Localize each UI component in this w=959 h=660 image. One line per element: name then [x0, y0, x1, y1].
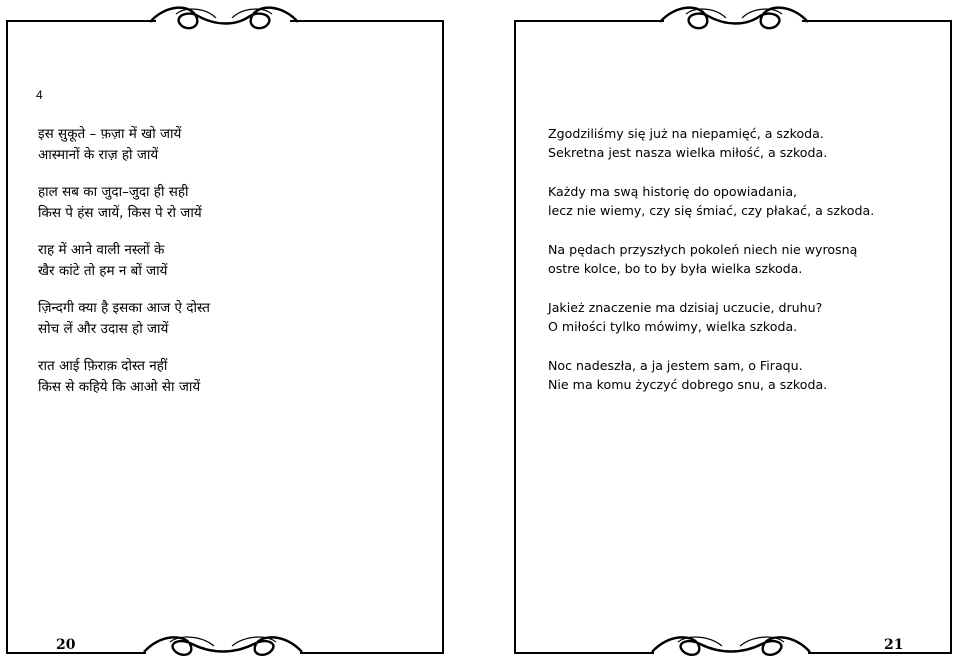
verse-line: ostre kolce, bo to by była wielka szkoda.: [548, 261, 803, 276]
page-number: 21: [884, 637, 904, 653]
polish-stanza-3: [548, 240, 857, 278]
verse-line: सोच लें और उदास हो जायें: [38, 321, 169, 337]
verse-line: Na pędach przyszłych pokoleń niech nie wyrosną: [548, 242, 858, 257]
verse-line: किस से कहिये कि आओ सेा जायें: [38, 379, 201, 395]
polish-stanza-2: [548, 182, 874, 220]
verse-line: हाल सब का जुदा–जुदा ही सही: [38, 184, 189, 200]
right-page-border-bottom-left: [514, 652, 654, 654]
right-page-border-top-right: [802, 20, 952, 22]
verse-line: इस सुकूते – फ़ज़ा में खो जायें: [38, 126, 182, 142]
left-page-border-left: [6, 20, 8, 654]
verse-line: Noc nadeszła, a ja jestem sam, o Firaqu.: [548, 358, 803, 373]
right-page-border-right: [950, 20, 952, 654]
verse-line: राह में आने वाली नस्लों के: [38, 242, 165, 258]
hindi-stanza-1: [38, 124, 181, 166]
verse-line: Jakież znaczenie ma dzisiaj uczucie, druhu?: [548, 300, 823, 315]
left-page-border-bottom-left: [6, 652, 146, 654]
hindi-stanza-3: [38, 240, 167, 282]
right-page-border-bottom-right: [808, 652, 952, 654]
hindi-stanza-4: [38, 298, 210, 340]
hindi-stanza-2: [38, 182, 202, 224]
polish-stanza-5: [548, 356, 827, 394]
polish-stanza-4: [548, 298, 822, 336]
verse-line: खैर कांटे तो हम न बों जायें: [38, 263, 168, 279]
verse-line: Sekretna jest nasza wielka miłość, a szkoda.: [548, 145, 828, 160]
verse-line: Nie ma komu życzyć dobrego snu, a szkoda.: [548, 377, 828, 392]
scroll-ornament-icon: [648, 628, 814, 660]
verse-line: Każdy ma swą historię do opowiadania,: [548, 184, 798, 199]
left-page-border-right: [442, 20, 444, 654]
page-number: 20: [56, 637, 76, 653]
verse-line: O miłości tylko mówimy, wielka szkoda.: [548, 319, 798, 334]
left-page-border-top-left: [6, 20, 156, 22]
hindi-stanza-5: [38, 356, 200, 398]
scroll-ornament-icon: [656, 2, 812, 36]
left-page-border-bottom-right: [300, 652, 444, 654]
verse-line: रात आई फ़िराक़ दोस्त नहीं: [38, 358, 168, 374]
verse-line: Zgodziliśmy się już na niepamięć, a szkoda.: [548, 126, 824, 141]
verse-line: आस्मानों के राज़ हो जायें: [38, 147, 159, 163]
scroll-ornament-icon: [146, 2, 302, 36]
page-marker: 4: [36, 88, 43, 102]
right-page-border-top-left: [514, 20, 664, 22]
polish-stanza-1: [548, 124, 827, 162]
scroll-ornament-icon: [140, 628, 306, 660]
verse-line: किस पे हंस जायें, किस पे रो जायें: [38, 205, 202, 221]
left-page-border-top-right: [290, 20, 444, 22]
right-page-border-left: [514, 20, 516, 654]
verse-line: lecz nie wiemy, czy się śmiać, czy płakać, a szkoda.: [548, 203, 875, 218]
verse-line: ज़िन्दगी क्या है इसका आज ऐ दोस्त: [38, 300, 210, 316]
